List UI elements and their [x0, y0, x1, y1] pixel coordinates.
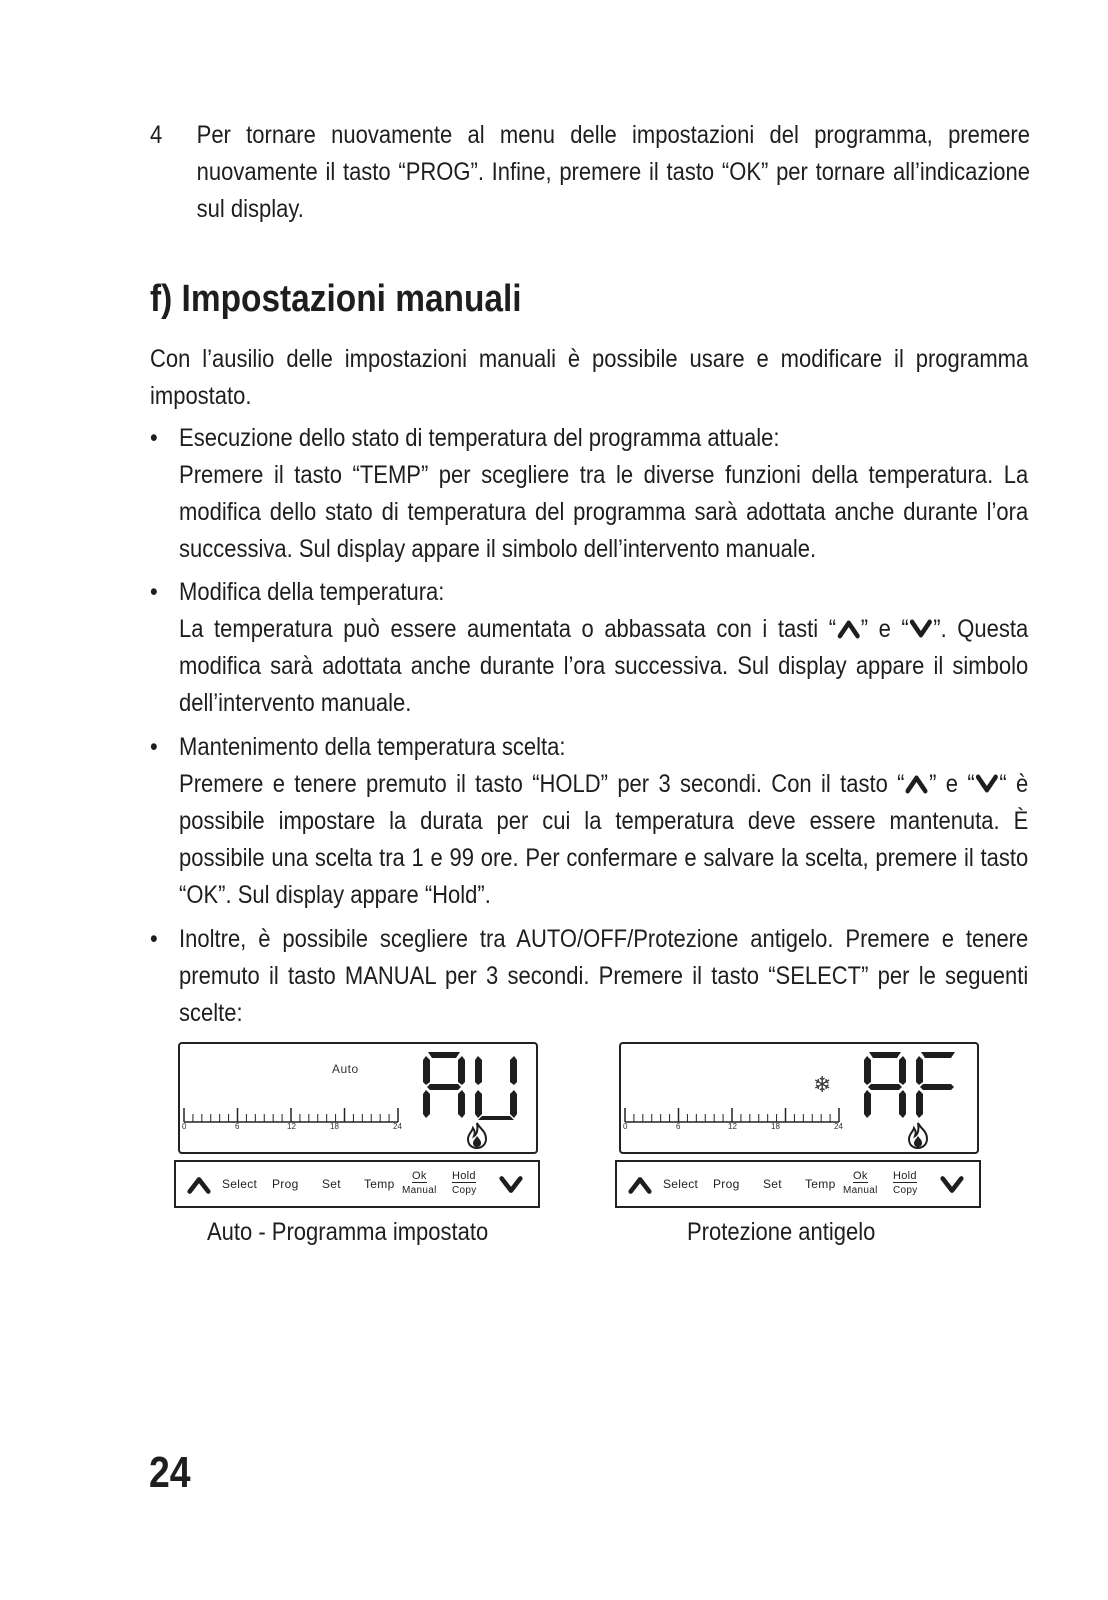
chevron-up-icon [836, 614, 861, 636]
tick-label: 6 [235, 1122, 240, 1131]
snowflake-icon: ❄ [813, 1072, 832, 1097]
bullet-title: Mantenimento della temperatura scelta: [179, 733, 566, 761]
mode-label: Auto [332, 1062, 359, 1076]
flame-icon [903, 1120, 933, 1150]
chevron-down-icon[interactable] [939, 1174, 965, 1196]
temp-button[interactable]: Temp [364, 1177, 395, 1191]
bullet-auto-off-frost [150, 921, 1028, 1032]
manual-button[interactable]: Manual [402, 1185, 437, 1196]
figure-caption: Protezione antigelo [687, 1218, 876, 1246]
tick-label: 12 [287, 1122, 296, 1131]
tick-label: 0 [623, 1122, 628, 1131]
section-intro: Con l’ausilio delle impostazioni manuali è possibile usare e modificare il programma impostato. [150, 345, 1029, 410]
bullet-text: Premere e tenere premuto il tasto “HOLD” per 3 secondi. Con il tasto “ [179, 770, 905, 798]
lcd-display [619, 1042, 979, 1154]
bullet-text: La temperatura può essere aumentata o abbassata con i tasti “ [179, 615, 837, 643]
set-button[interactable]: Set [763, 1177, 782, 1191]
chevron-up-icon[interactable] [186, 1174, 212, 1196]
segment-display [861, 1048, 961, 1122]
bullet-temperature-change [150, 574, 1028, 722]
bullet-body: Inoltre, è possibile scegliere tra AUTO/OFF/Protezione antigelo. Premere e tenere premuto il tasto MANUAL per 3 secondi. Premere il tasto “SELECT” per le seguenti scelte: [179, 925, 1029, 1027]
hold-button[interactable]: Hold [893, 1170, 917, 1182]
lcd-display [178, 1042, 538, 1154]
hour-timeline [184, 1108, 398, 1122]
tick-label: 12 [728, 1122, 737, 1131]
thermostat-figure-frost [615, 1042, 981, 1214]
bullet-title: Esecuzione dello stato di temperatura del programma attuale: [179, 424, 780, 452]
bullet-text: ” e “ [929, 770, 975, 798]
step-4 [150, 117, 1030, 228]
set-button[interactable]: Set [322, 1177, 341, 1191]
chevron-up-icon[interactable] [627, 1174, 653, 1196]
step-text: Per tornare nuovamente al menu delle impostazioni del programma, premere nuovamente il tasto “PROG”. Infine, premere il tasto “OK” per tornare all’indicazione sul display. [196, 121, 1030, 223]
tick-label: 6 [676, 1122, 681, 1131]
ok-button[interactable]: Ok [853, 1170, 868, 1182]
ok-button[interactable]: Ok [412, 1170, 427, 1182]
prog-button[interactable]: Prog [713, 1177, 740, 1191]
button-bar [615, 1160, 981, 1208]
hold-button[interactable]: Hold [452, 1170, 476, 1182]
bullet-program-temperature [150, 420, 1028, 568]
tick-label: 0 [182, 1122, 187, 1131]
bullet-text: ” e “ [860, 615, 909, 643]
select-button[interactable]: Select [222, 1177, 258, 1191]
page-number: 24 [149, 1448, 191, 1497]
bullet-text: ”. Questa modifica sarà adottata anche durante l’ora successiva. Sul display appare il simbolo dell’intervento manuale. [179, 615, 1029, 717]
tick-label: 18 [771, 1122, 780, 1131]
hour-timeline [625, 1108, 839, 1122]
copy-button[interactable]: Copy [452, 1185, 477, 1196]
bullet-hold-temperature [150, 729, 1028, 914]
flame-icon [462, 1120, 492, 1150]
tick-label: 18 [330, 1122, 339, 1131]
tick-label: 24 [834, 1122, 843, 1131]
bullet-text: “ è possibile impostare la durata per cui la temperatura deve essere mantenuta. È possibile una scelta tra 1 e 99 ore. Per confermare e salvare la scelta, premere il tasto “OK”. Sul display appare “Hold”. [179, 770, 1029, 909]
bullet-title: Modifica della temperatura: [179, 578, 445, 606]
bullet-dot: • [150, 925, 158, 953]
manual-button[interactable]: Manual [843, 1185, 878, 1196]
thermostat-figure-auto [174, 1042, 540, 1214]
bullet-body: Premere il tasto “TEMP” per scegliere tra le diverse funzioni della temperatura. La modifica dello stato di temperatura del programma sarà adottata anche durante l’ora successiva. Sul display appare il simbolo dell’intervento manuale. [179, 461, 1029, 563]
select-button[interactable]: Select [663, 1177, 699, 1191]
chevron-down-icon [909, 614, 934, 636]
step-number: 4 [150, 121, 163, 149]
bullet-body [179, 766, 1028, 914]
bullet-body [179, 611, 1028, 722]
chevron-up-icon [904, 769, 929, 791]
copy-button[interactable]: Copy [893, 1185, 918, 1196]
bullet-dot: • [150, 733, 158, 761]
tick-label: 24 [393, 1122, 402, 1131]
section-heading: f) Impostazioni manuali [150, 278, 522, 320]
chevron-down-icon [975, 769, 1000, 791]
segment-display [420, 1048, 520, 1122]
chevron-down-icon[interactable] [498, 1174, 524, 1196]
bullet-dot: • [150, 578, 158, 606]
bullet-dot: • [150, 424, 158, 452]
prog-button[interactable]: Prog [272, 1177, 299, 1191]
temp-button[interactable]: Temp [805, 1177, 836, 1191]
button-bar [174, 1160, 540, 1208]
figure-caption: Auto - Programma impostato [207, 1218, 489, 1246]
